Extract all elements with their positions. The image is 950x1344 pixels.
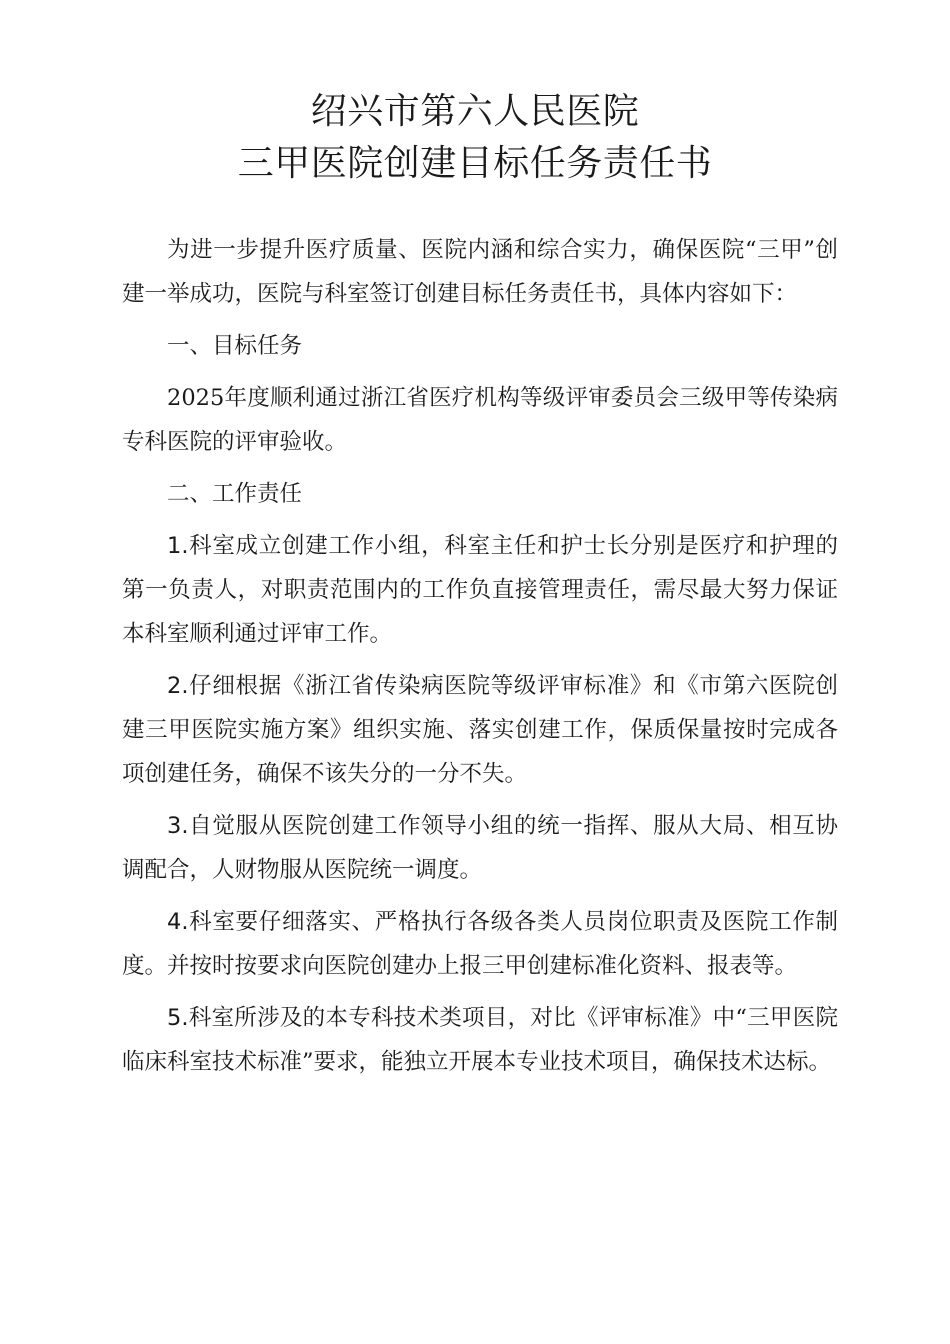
item-text: 科室成立创建工作小组，科室主任和护士长分别是医疗和护理的第一负责人，对职责范围内的工作负直接管理责任，需尽最大努力保证本科室顺利通过评审工作。 <box>122 533 838 647</box>
section-heading-targets: 一、目标任务 <box>167 333 303 359</box>
document-title-hospital: 绍兴市第六人民医院 <box>310 91 640 132</box>
item-number: 1. <box>167 533 189 559</box>
responsibility-item <box>122 804 838 892</box>
item-number: 2. <box>167 673 189 699</box>
section-heading-responsibilities: 二、工作责任 <box>167 481 303 507</box>
responsibility-item <box>122 524 838 656</box>
document-title-subject: 三甲医院创建目标任务责任书 <box>237 143 713 184</box>
item-text: 科室所涉及的本专科技术类项目，对比《评审标准》中“三甲医院临床科室技术标准”要求，能独立开展本专业技术项目，确保技术达标。 <box>122 1005 838 1075</box>
item-number: 5. <box>167 1005 189 1031</box>
document-body <box>122 228 838 1092</box>
item-text: 科室要仔细落实、严格执行各级各类人员岗位职责及医院工作制度。并按时按要求向医院创建办上报三甲创建标准化资料、报表等。 <box>122 909 838 979</box>
item-number: 3. <box>167 813 189 839</box>
intro-paragraph: 为进一步提升医疗质量、医院内涵和综合实力，确保医院“三甲”创建一举成功，医院与科室签订创建目标任务责任书，具体内容如下： <box>122 237 838 307</box>
responsibility-item <box>122 664 838 796</box>
section-body-targets: 2025年度顺利通过浙江省医疗机构等级评审委员会三级甲等传染病专科医院的评审验收。 <box>122 385 838 455</box>
responsibility-item <box>122 996 838 1084</box>
item-text: 自觉服从医院创建工作领导小组的统一指挥、服从大局、相互协调配合，人财物服从医院统一调度。 <box>122 813 838 883</box>
item-number: 4. <box>167 909 189 935</box>
item-text: 仔细根据《浙江省传染病医院等级评审标准》和《市第六医院创建三甲医院实施方案》组织实施、落实创建工作，保质保量按时完成各项创建任务，确保不该失分的一分不失。 <box>122 673 838 787</box>
responsibility-item <box>122 900 838 988</box>
